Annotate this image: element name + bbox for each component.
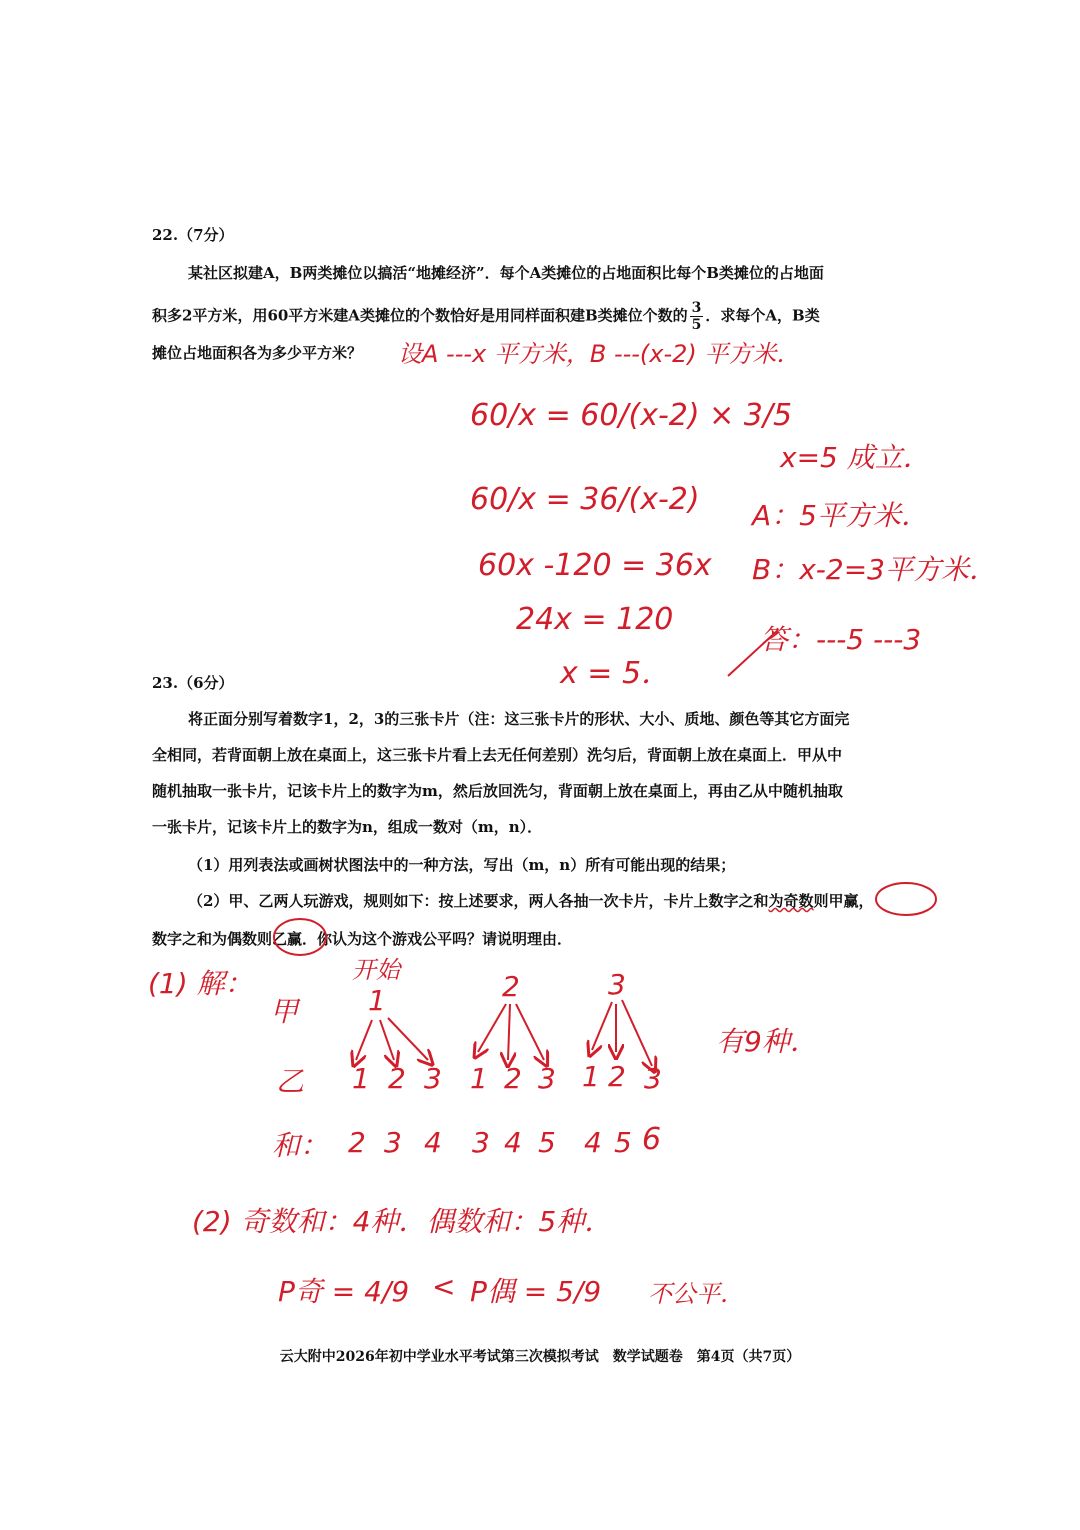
tree-sum: 2: [348, 1126, 366, 1159]
tree-leaf: 2: [608, 1060, 626, 1093]
tree-sum: 6: [642, 1122, 662, 1157]
page-footer: 云大附中2026年初中学业水平考试第三次模拟考试 数学试题卷 第4页（共7页）: [279, 1349, 801, 1365]
prob-odd: P奇 = 4/9: [278, 1275, 410, 1308]
tree-branch: [380, 1020, 394, 1060]
q22-hand-answer-b: B：x-2=3平方米．: [752, 553, 997, 586]
q22-hand-set: 设A ---x 平方米，B ---(x-2) 平方米．: [398, 340, 801, 368]
q22-line-3: 摊位占地面积各为多少平方米？: [152, 344, 363, 362]
q23-sub-2: [188, 890, 874, 911]
tree-sum: 4: [584, 1126, 602, 1159]
tree-label-jia: 甲: [270, 995, 299, 1028]
q22-hand-eq2: 60/x = 36/(x-2): [470, 482, 700, 517]
q22-line-2b: ．求每个A，B类: [705, 306, 820, 325]
q23-sub-3a: 数字之和为偶数则: [152, 930, 273, 948]
fraction-denominator: 5: [691, 317, 702, 333]
tree-branch: [478, 1004, 506, 1052]
tree-leaf: 1: [470, 1062, 488, 1095]
fraction-three-fifths: [690, 300, 704, 333]
tree-sum: 5: [614, 1126, 632, 1159]
tree-sum: 5: [538, 1126, 556, 1159]
q23-line-1: 将正面分别写着数字1，2，3的三张卡片（注：这三张卡片的形状、大小、质地、颜色等其它方面完: [188, 710, 850, 728]
q23-sub-3: [152, 928, 572, 949]
q23-sub-2a: （2）甲、乙两人玩游戏，规则如下：按上述要求，两人各抽一次卡片，卡片上数字之和: [188, 892, 769, 910]
q23-hand-part2: (2) 奇数和：4种．偶数和：5种．: [192, 1205, 613, 1238]
q23-sub-1: （1）用列表法或画树状图法中的一种方法，写出（m，n）所有可能出现的结果；: [188, 856, 736, 874]
tree-top-3: 3: [608, 968, 626, 1001]
less-than: <: [432, 1270, 456, 1303]
tree-leaf: 1: [582, 1060, 600, 1093]
tree-sum: 4: [504, 1126, 522, 1159]
tree-leaf: 1: [352, 1062, 370, 1095]
tree-leaf: 3: [644, 1062, 662, 1095]
tree-leaf: 2: [388, 1062, 406, 1095]
prob-even: P偶 = 5/9: [470, 1275, 602, 1308]
q22-hand-eq3: 60x -120 = 36x: [478, 548, 712, 583]
q23-hand-part1: (1) 解：: [148, 967, 253, 1000]
tree-top-2: 2: [502, 970, 520, 1003]
q23-jia-win-circled: 甲赢: [828, 892, 859, 910]
q23-line-3: 随机抽取一张卡片，记该卡片上的数字为m，然后放回洗匀，背面朝上放在桌面上，再由乙从中随机抽取: [152, 782, 843, 800]
q22-hand-eq4: 24x = 120: [516, 602, 674, 637]
q23-sub-2e: ，: [858, 892, 874, 910]
verdict: 不公平．: [648, 1280, 744, 1308]
q23-sub-2c: 则: [813, 892, 829, 910]
q23-heading: 23.（6分）: [152, 674, 234, 692]
tree-branch: [356, 1020, 372, 1060]
q22-hand-answer-a: A：5平方米．: [752, 499, 929, 532]
q23-yi-win-circled: 乙赢: [272, 930, 303, 948]
tree-branch: [508, 1004, 510, 1060]
tree-branch: [592, 1002, 612, 1050]
q23-line-2: 全相同，若背面朝上放在桌面上，这三张卡片看上去无任何差别）洗匀后，背面朝上放在桌面上．甲从中: [152, 746, 843, 764]
q23-odd-underlined: 为奇数: [768, 892, 814, 910]
tree-sum: 3: [472, 1126, 490, 1159]
q22-heading: 22.（7分）: [152, 226, 234, 244]
q22-line-2a: 积多2平方米，用60平方米建A类摊位的个数恰好是用同样面积建B类摊位个数的: [152, 306, 688, 325]
q22-hand-final: 答：---5 ---3: [760, 623, 922, 656]
q22-line-1: 某社区拟建A，B两类摊位以搞活“地摊经济”．每个A类摊位的占地面积比每个B类摊位的占地面: [188, 264, 824, 282]
tree-leaf: 3: [424, 1062, 442, 1095]
q22-hand-check: x=5 成立．: [780, 441, 931, 474]
tree-branch: [622, 1000, 652, 1066]
tree-label-sum: 和：: [272, 1129, 329, 1162]
q22-hand-eq1: 60/x = 60/(x-2) × 3/5: [470, 398, 793, 433]
q23-line-4: 一张卡片，记该卡片上的数字为n，组成一数对（m，n）．: [152, 818, 543, 836]
tree-sum: 3: [384, 1126, 402, 1159]
q22-hand-eq5: x = 5．: [560, 656, 672, 691]
tree-top-1: 1: [368, 984, 386, 1017]
tree-leaf: 2: [504, 1062, 522, 1095]
tree-branch: [516, 1004, 544, 1060]
circle-mark-jia: [876, 883, 936, 915]
tree-sum: 4: [424, 1126, 442, 1159]
tree-label-yi: 乙: [276, 1065, 305, 1098]
tree-leaf: 3: [538, 1062, 556, 1095]
tree-start: 开始: [352, 956, 400, 984]
tree-branch: [388, 1018, 428, 1060]
q22-line-2: [152, 300, 820, 333]
q23-sub-3c: ．你认为这个游戏公平吗？请说明理由．: [302, 930, 573, 948]
fraction-numerator: 3: [691, 300, 702, 316]
tree-total: 有9种．: [716, 1025, 818, 1058]
